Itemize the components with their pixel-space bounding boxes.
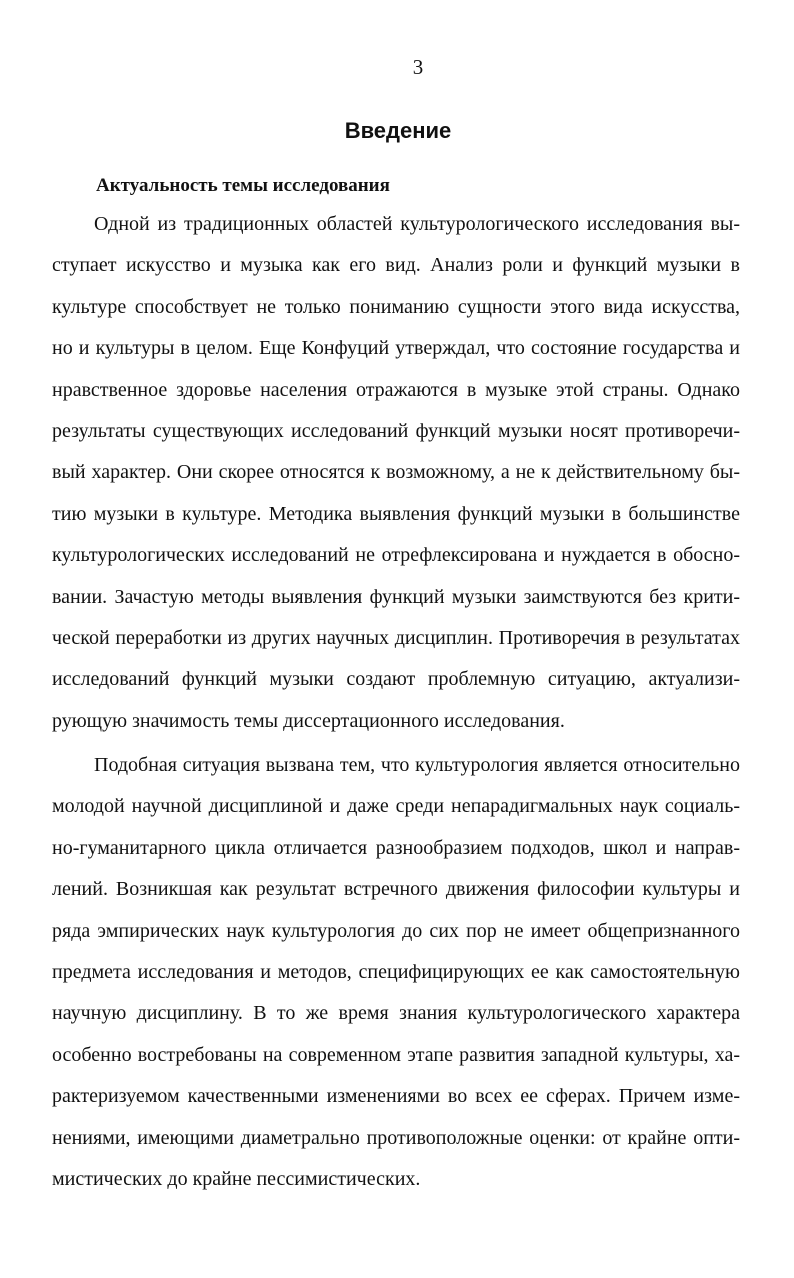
text-line: тию музыки в культуре. Методика выявления функций музыки в большинстве (52, 502, 740, 525)
section-subheading: Актуальность темы исследования (96, 175, 390, 196)
text-line: культурологических исследований не отрефлексирована и нуждается в обосно- (52, 544, 740, 567)
text-line: Одной из традиционных областей культурологического исследования вы- (94, 213, 740, 235)
paragraph-2 (52, 745, 740, 1200)
text-line: предмета исследования и методов, специфицирующих ее как самостоятельную (52, 960, 740, 983)
text-line: молодой научной дисциплиной и даже среди непарадигмальных наук социаль- (52, 795, 740, 818)
text-line: лений. Возникшая как результат встречного движения философии культуры и (52, 878, 740, 901)
text-line: вании. Зачастую методы выявления функций музыки заимствуются без крити- (52, 585, 740, 608)
text-line: вый характер. Они скорее относятся к возможному, а не к действительному бы- (52, 461, 740, 484)
text-line: культуре способствует не только пониманию сущности этого вида искусства, (52, 295, 740, 318)
text-line: ряда эмпирических наук культурология до сих пор не имеет общепризнанного (52, 919, 740, 942)
page-heading: Введение (344, 118, 452, 143)
text-line: мистических до крайне пессимистических. (52, 1167, 421, 1190)
text-line: научную дисциплину. В то же время знания культурологического характера (52, 1002, 740, 1025)
text-line: нравственное здоровье населения отражаются в музыке этой страны. Однако (52, 378, 740, 401)
text-line: рактеризуемом качественными изменениями во всех ее сферах. Причем изме- (52, 1085, 740, 1108)
text-line: нениями, имеющими диаметрально противоположные оценки: от крайне опти- (52, 1126, 740, 1149)
text-line: особенно востребованы на современном этапе развития западной культуры, ха- (52, 1043, 740, 1066)
text-line: но и культуры в целом. Еще Конфуций утверждал, что состояние государства и (52, 337, 740, 360)
text-line: ческой переработки из других научных дисциплин. Противоречия в результатах (52, 626, 740, 649)
text-line: исследований функций музыки создают проблемную ситуацию, актуализи- (52, 668, 740, 691)
text-line: Подобная ситуация вызвана тем, что культурология является относительно (94, 754, 740, 776)
page-number: 3 (412, 55, 424, 79)
text-line: ступает искусство и музыка как его вид. Анализ роли и функций музыки в (52, 254, 740, 277)
text-line: результаты существующих исследований функций музыки носят противоречи- (52, 419, 740, 442)
paragraph-1 (52, 204, 740, 742)
text-line: рующую значимость темы диссертационного исследования. (52, 709, 565, 732)
text-line: но-гуманитарного цикла отличается разнообразием подходов, школ и направ- (52, 836, 740, 859)
